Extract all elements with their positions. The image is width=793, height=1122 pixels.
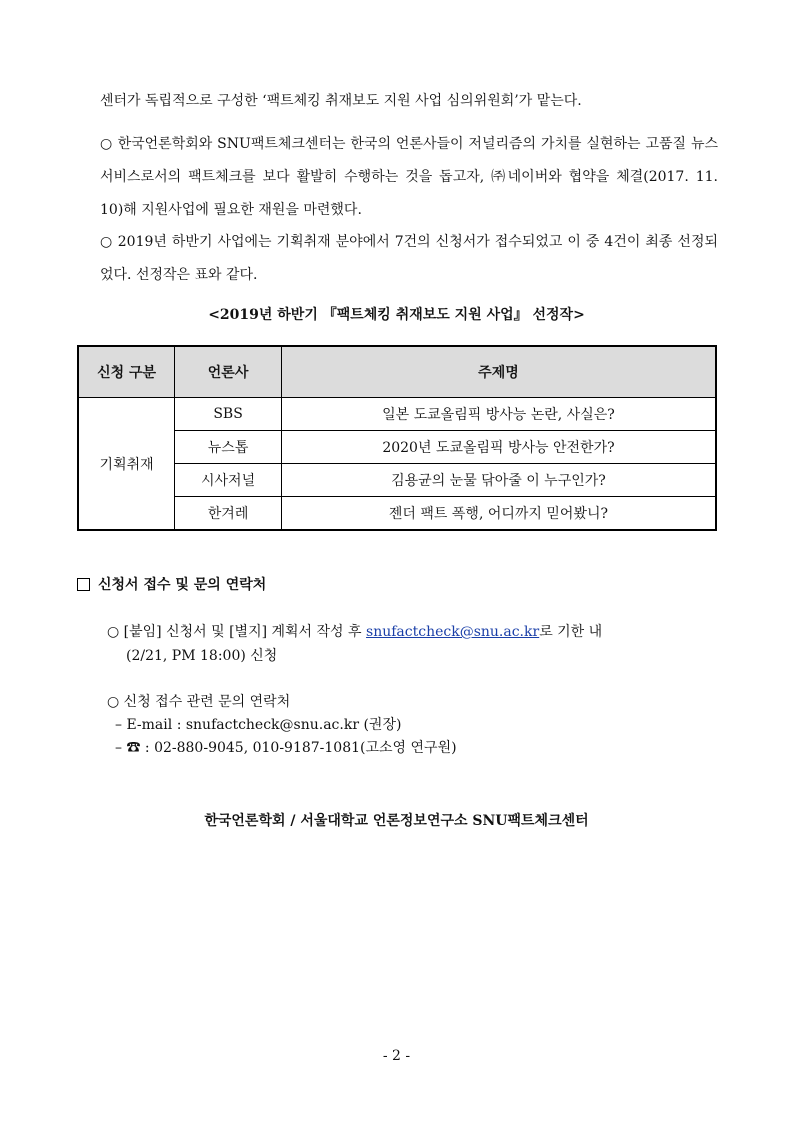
organization-footer: 한국언론학회 / 서울대학교 언론정보연구소 SNU팩트체크센터 [204,813,589,829]
inquiry-heading: ○ 신청 접수 관련 문의 연락처 [107,694,291,710]
submission-instruction [107,621,602,644]
topic-cell: 일본 도쿄올림픽 방사능 논란, 사실은? [281,398,716,431]
inquiry-phone: – ☎ : 02-880-9045, 010-9187-1081(고소영 연구원) [115,740,457,756]
page-number: - 2 - [382,1048,411,1064]
contact-section-heading [77,574,266,594]
topic-cell: 김용균의 눈물 닦아줄 이 누구인가? [281,464,716,497]
outlet-cell: 시사저널 [175,464,282,497]
paragraph-selection: ○ 2019년 하반기 사업에는 기획취재 분야에서 7건의 신청서가 접수되었고 이 중 4건이 최종 선정되었다. 선정작은 표와 같다. [100,234,718,283]
topic-cell: 젠더 팩트 폭행, 어디까지 믿어봤니? [281,497,716,531]
submission-prefix: ○ [붙임] 신청서 및 [별지] 계획서 작성 후 [107,624,367,640]
submission-deadline: (2/21, PM 18:00) 신청 [126,648,278,664]
outlet-cell: SBS [175,398,282,431]
table-header-row [78,346,716,398]
paragraph-partnership: ○ 한국언론학회와 SNU팩트체크센터는 한국의 언론사들이 저널리즘의 가치를 실현하는 고품질 뉴스 서비스로서의 팩트체크를 보다 활발히 수행하는 것을 돕고자, ㈜네이버와 협약을 체결(2017. 11. 10)해 지원사업에 필요한 재원을 마련했다. [100,136,718,218]
table-caption: <2019년 하반기 『팩트체킹 취재보도 지원 사업』 선정작> [208,307,585,323]
topic-cell: 2020년 도쿄올림픽 방사능 안전한가? [281,431,716,464]
header-outlet: 언론사 [175,346,282,398]
contact-heading-text: 신청서 접수 및 문의 연락처 [98,577,267,593]
category-cell: 기획취재 [78,398,175,531]
inquiry-email: – E-mail : snufactcheck@snu.ac.kr (권장) [115,717,402,733]
outlet-cell: 뉴스톱 [175,431,282,464]
submission-suffix: 로 기한 내 [539,624,603,640]
checkbox-square-icon [77,578,90,591]
selection-table [77,345,717,531]
submission-email-link[interactable]: snufactcheck@snu.ac.kr [366,624,540,640]
header-category: 신청 구분 [78,346,175,398]
table-row [78,398,716,431]
paragraph-committee: 센터가 독립적으로 구성한 ‘팩트체킹 취재보도 지원 사업 심의위원회’가 맡는다. [100,93,582,109]
outlet-cell: 한겨레 [175,497,282,531]
header-topic: 주제명 [281,346,716,398]
